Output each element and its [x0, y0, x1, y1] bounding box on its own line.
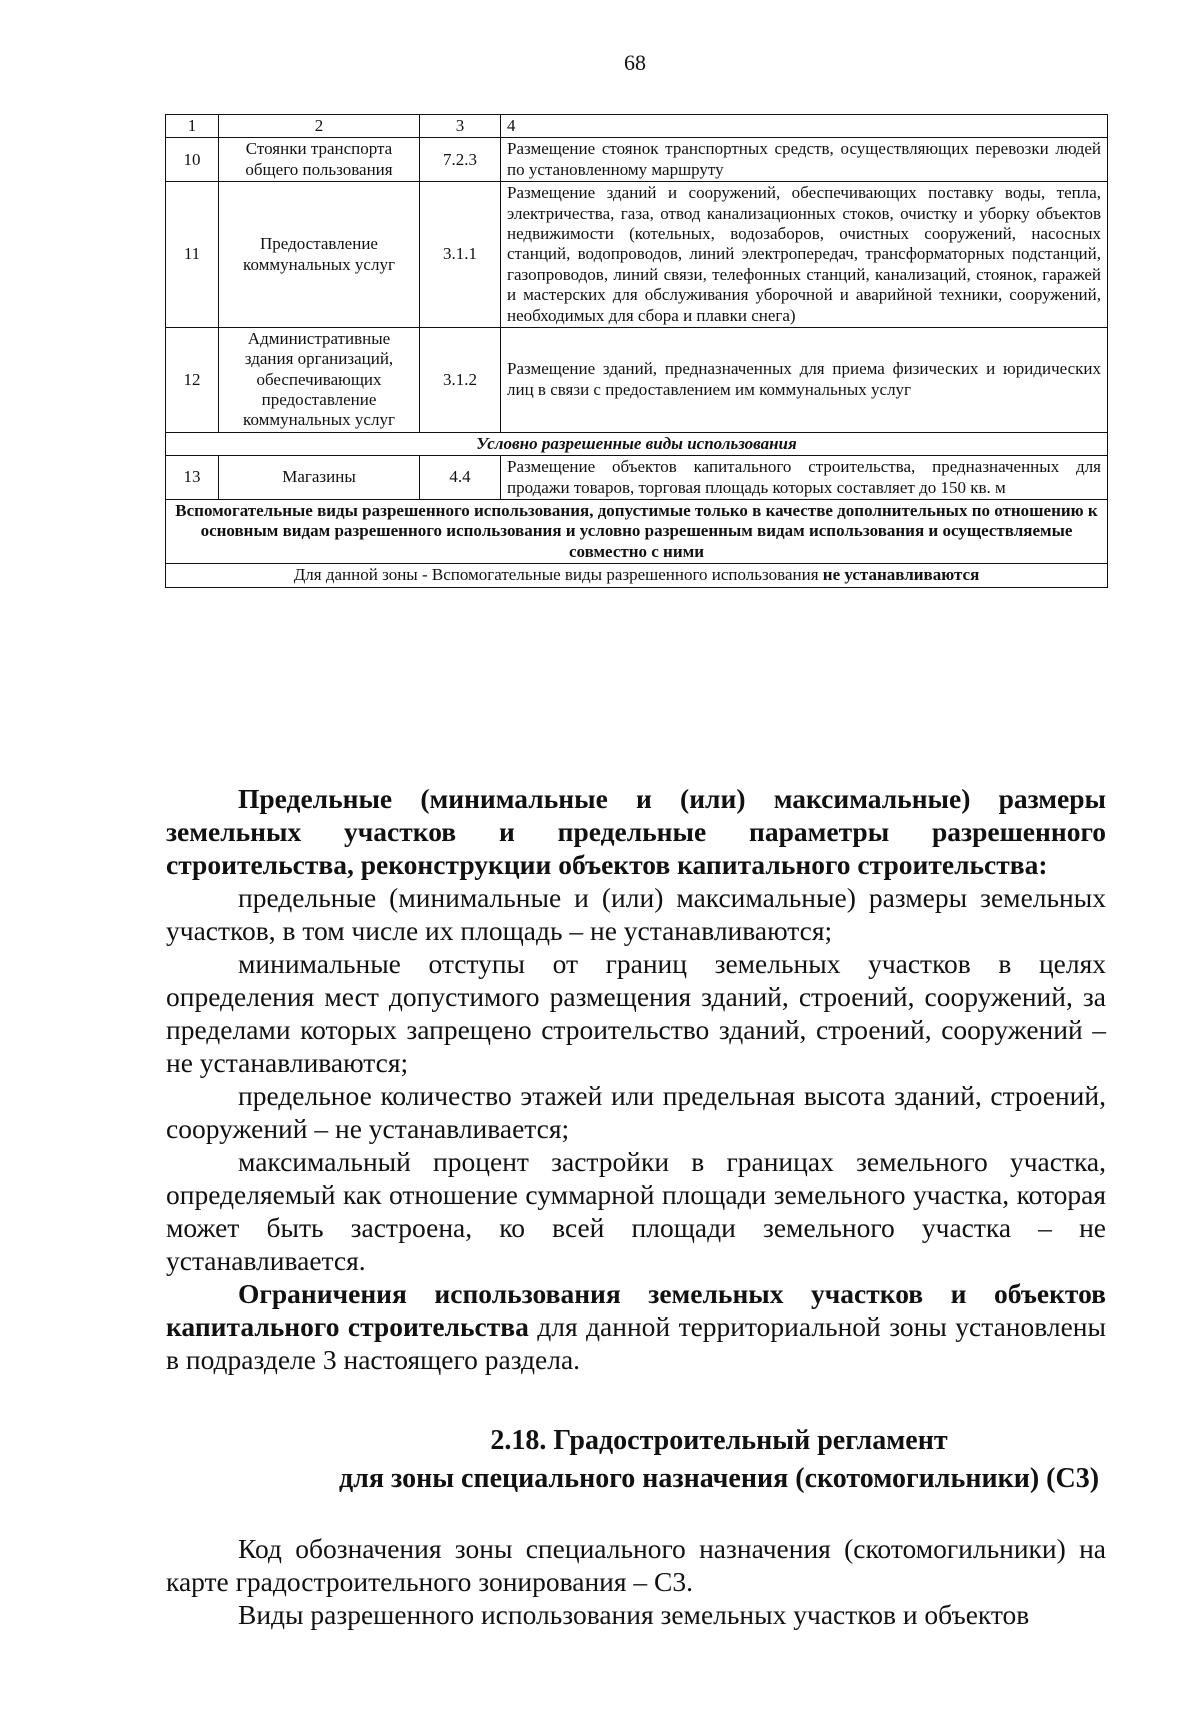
- use-type-description: Размещение объектов капитального строительства, предназначенных для продажи товаров, торговая площадь которых составляет до 150 кв. м: [501, 456, 1108, 500]
- row-number: 11: [166, 182, 219, 328]
- auxiliary-section-header: Вспомогательные виды разрешенного использования, допустимые только в качестве дополнительных по отношению к основным видам разрешенного использования и условно разрешенным видам использования и осуществляемые совместно с ними: [166, 500, 1108, 564]
- limits-item: максимальный процент застройки в границах земельного участка, определяемый как отношение суммарной площади земельного участка, которая может быть застроена, ко всей площади земельного участка – не устанавливается.: [166, 1146, 1106, 1276]
- limits-item: предельное количество этажей или предельная высота зданий, строений, сооружений – не устанавливается;: [166, 1080, 1106, 1144]
- table-row: [166, 182, 1108, 328]
- restrictions-paragraph: [166, 1277, 1106, 1376]
- limits-heading: Предельные (минимальные и (или) максимальные) размеры земельных участков и предельные параметры разрешенного строительства, реконструкции объектов капитального строительства:: [166, 783, 1106, 880]
- conditional-section-header: Условно разрешенные виды использования: [166, 432, 1108, 455]
- limits-item: минимальные отступы от границ земельных участков в целях определения мест допустимого размещения зданий, строений, сооружений, за пределами которых запрещено строительство зданий, строений, сооружений – не устанавливаются;: [166, 948, 1106, 1078]
- header-col-2: 2: [219, 115, 420, 138]
- row-number: 10: [166, 138, 219, 182]
- auxiliary-note-bold: не устанавливаются: [822, 565, 980, 585]
- row-number: 13: [166, 456, 219, 500]
- conditional-section-row: [166, 432, 1108, 455]
- use-type-name: Стоянки транспорта общего пользования: [219, 138, 420, 182]
- use-type-code: 3.1.1: [420, 182, 501, 328]
- use-type-description: Размещение зданий и сооружений, обеспечивающих поставку воды, тепла, электричества, газа, отвод канализационных стоков, очистку и уборку объектов недвижимости (котельных, водозаборов, очистных сооружений, насосных станций, водопроводов, линий электропередач, трансформаторных подстанций, газопроводов, линий связи, телефонных станций, канализаций, стоянок, гаражей и мастерских для обслуживания уборочной и аварийной техники, сооружений, необходимых для сбора и плавки снега): [501, 182, 1108, 328]
- use-type-code: 4.4: [420, 456, 501, 500]
- table-row: [166, 456, 1108, 500]
- header-col-3: 3: [420, 115, 501, 138]
- auxiliary-note-row: [166, 564, 1108, 587]
- page-number: 68: [624, 50, 646, 75]
- auxiliary-section-row: [166, 500, 1108, 564]
- header-col-4: 4: [501, 115, 1108, 138]
- table-row: [166, 327, 1108, 432]
- restrictions-bold: Ограничения использования земельных участков и объектов капитального строительства: [166, 1278, 1106, 1342]
- table-row: [166, 138, 1108, 182]
- limits-item: предельные (минимальные и (или) максимальные) размеры земельных участков, в том числе их площадь – не устанавливаются;: [166, 882, 1106, 946]
- limits-section: [166, 782, 1106, 1376]
- use-type-name: Административные здания организаций, обеспечивающих предоставление коммунальных услуг: [219, 327, 420, 432]
- use-type-name: Предоставление коммунальных услуг: [219, 182, 420, 328]
- code-paragraph: Код обозначения зоны специального назначения (скотомогильники) на карте градостроительного зонирования – С3.: [166, 1533, 1106, 1597]
- row-number: 12: [166, 327, 219, 432]
- table-header-row: [166, 115, 1108, 138]
- header-col-1: 1: [166, 115, 219, 138]
- section-title-line-2: для зоны специального назначения (скотомогильники) (С3): [338, 1463, 1100, 1494]
- restrictions-rest: для данной территориальной зоны установлены в подразделе 3 настоящего раздела.: [166, 1311, 1106, 1375]
- use-type-description: Размещение стоянок транспортных средств, осуществляющих перевозки людей по установленному маршруту: [501, 138, 1108, 182]
- types-paragraph: Виды разрешенного использования земельных участков и объектов: [238, 1599, 1030, 1630]
- section-title: [166, 1422, 1200, 1498]
- use-type-code: 7.2.3: [420, 138, 501, 182]
- zone-description: [166, 1532, 1106, 1631]
- auxiliary-note: [166, 564, 1108, 587]
- use-type-code: 3.1.2: [420, 327, 501, 432]
- section-title-line-1: 2.18. Градостроительный регламент: [490, 1425, 948, 1456]
- land-use-table: [165, 114, 1108, 588]
- use-type-description: Размещение зданий, предназначенных для приема физических и юридических лиц в связи с предоставлением им коммунальных услуг: [501, 327, 1108, 432]
- use-type-name: Магазины: [219, 456, 420, 500]
- auxiliary-note-prefix: Для данной зоны - Вспомогательные виды разрешенного использования: [293, 565, 823, 585]
